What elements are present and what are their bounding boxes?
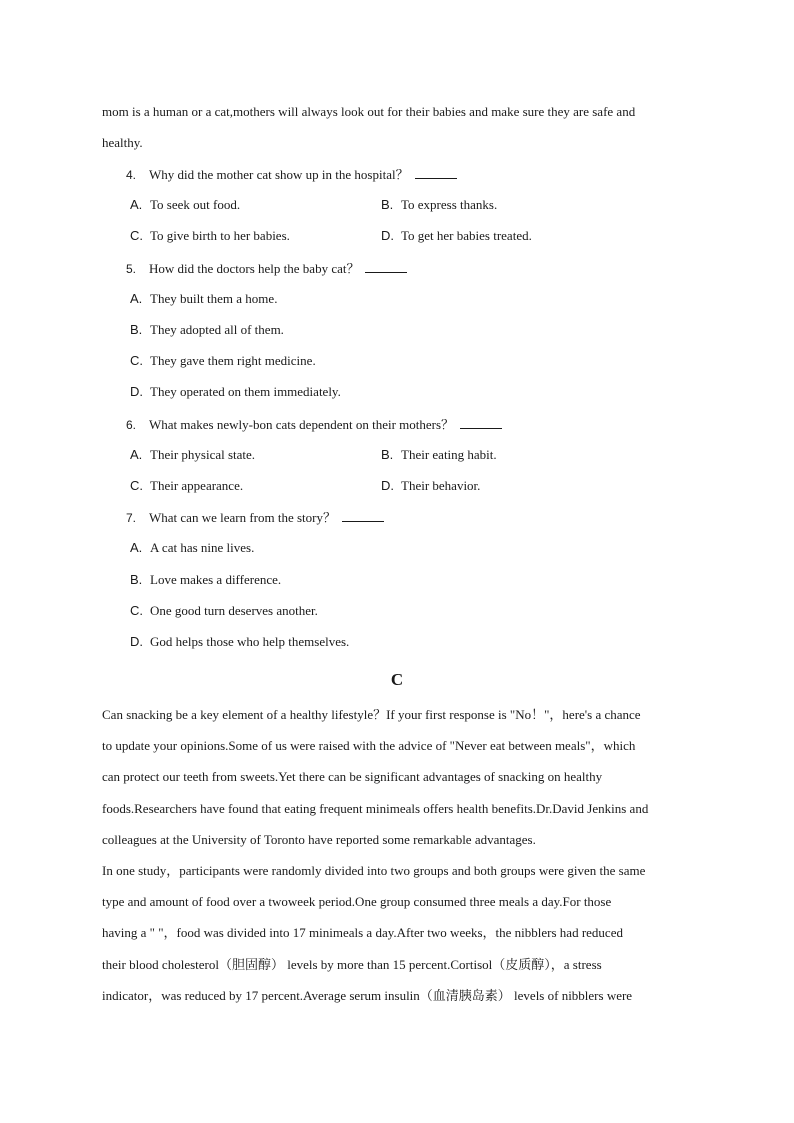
passage-line: to update your opinions.Some of us were raised with the advice of "Never eat between meals"，which	[102, 738, 636, 753]
option-text: Their physical state.	[150, 447, 256, 462]
option-letter: D.	[381, 478, 394, 493]
option-6d	[381, 478, 480, 494]
option-text: Their appearance.	[150, 478, 244, 493]
option-letter: B.	[130, 572, 143, 587]
option-letter: C.	[130, 478, 143, 493]
question-number: 4.	[126, 168, 137, 182]
option-6c	[130, 478, 243, 494]
option-4d	[381, 228, 532, 244]
passage-line: can protect our teeth from sweets.Yet there can be significant advantages of snacking on healthy	[102, 769, 603, 784]
passage-line: their blood cholesterol（胆固醇） levels by more than 15 percent.Cortisol（皮质醇），a stress	[102, 957, 602, 972]
question-text: How did the doctors help the baby cat？	[149, 261, 360, 276]
option-7c	[130, 603, 318, 619]
question-7	[126, 509, 384, 526]
question-text: What can we learn from the story？	[149, 510, 336, 525]
option-letter: A.	[130, 540, 143, 555]
passage-line: having a " "，food was divided into 17 minimeals a day.After two weeks，the nibblers had reduced	[102, 925, 623, 940]
answer-blank	[342, 509, 384, 522]
option-7d	[130, 634, 349, 650]
intro-line: healthy.	[102, 135, 143, 150]
question-text: What makes newly-bon cats dependent on their mothers？	[149, 417, 455, 432]
option-text: They adopted all of them.	[150, 322, 284, 337]
option-text: To express thanks.	[401, 197, 498, 212]
question-number: 5.	[126, 262, 137, 276]
option-letter: D.	[130, 384, 143, 399]
option-letter: D.	[130, 634, 143, 649]
question-number: 7.	[126, 511, 137, 525]
option-5b	[130, 322, 284, 338]
option-5d	[130, 384, 341, 400]
answer-blank	[415, 166, 457, 179]
passage-line: type and amount of food over a twoweek period.One group consumed three meals a day.For those	[102, 894, 612, 909]
option-4a	[130, 197, 240, 213]
option-text: They operated on them immediately.	[150, 384, 341, 399]
option-text: Their behavior.	[401, 478, 481, 493]
option-letter: D.	[381, 228, 394, 243]
option-text: Their eating habit.	[401, 447, 497, 462]
question-5	[126, 260, 407, 277]
option-letter: A.	[130, 447, 143, 462]
option-4b	[381, 197, 497, 213]
option-6a	[130, 447, 255, 463]
option-letter: B.	[381, 197, 394, 212]
answer-blank	[460, 416, 502, 429]
option-text: They gave them right medicine.	[150, 353, 316, 368]
option-text: To seek out food.	[150, 197, 241, 212]
intro-line: mom is a human or a cat,mothers will always look out for their babies and make sure they are safe and	[102, 104, 636, 119]
option-letter: A.	[130, 197, 143, 212]
option-letter: B.	[381, 447, 394, 462]
option-4c	[130, 228, 290, 244]
option-letter: C.	[130, 353, 143, 368]
question-4	[126, 166, 457, 183]
passage-line: foods.Researchers have found that eating frequent minimeals offers health benefits.Dr.David Jenkins and	[102, 801, 649, 816]
option-letter: B.	[130, 322, 143, 337]
passage-line: colleagues at the University of Toronto have reported some remarkable advantages.	[102, 832, 536, 847]
option-6b	[381, 447, 497, 463]
question-6	[126, 416, 502, 433]
option-text: A cat has nine lives.	[150, 540, 255, 555]
option-text: To give birth to her babies.	[150, 228, 290, 243]
option-7a	[130, 540, 254, 556]
option-letter: C.	[130, 603, 143, 618]
option-text: To get her babies treated.	[401, 228, 532, 243]
passage-line: indicator，was reduced by 17 percent.Average serum insulin（血清胰岛素） levels of nibblers were	[102, 988, 633, 1003]
answer-blank	[365, 260, 407, 273]
option-text: Love makes a difference.	[150, 572, 282, 587]
section-heading: C	[390, 670, 404, 689]
option-text: One good turn deserves another.	[150, 603, 318, 618]
option-letter: C.	[130, 228, 143, 243]
question-number: 6.	[126, 418, 137, 432]
option-5c	[130, 353, 316, 369]
option-text: They built them a home.	[150, 291, 278, 306]
passage-line: In one study，participants were randomly divided into two groups and both groups were given the same	[102, 863, 646, 878]
question-text: Why did the mother cat show up in the hospital？	[149, 167, 409, 182]
option-7b	[130, 572, 281, 588]
option-letter: A.	[130, 291, 143, 306]
option-5a	[130, 291, 277, 307]
passage-line: Can snacking be a key element of a healthy lifestyle？If your first response is "No！"，here's a chance	[102, 707, 641, 722]
option-text: God helps those who help themselves.	[150, 634, 350, 649]
